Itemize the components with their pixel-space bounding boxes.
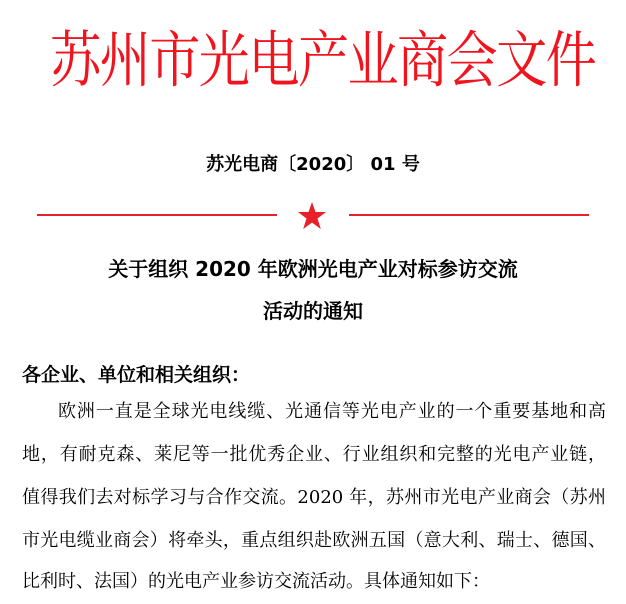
star-shape <box>298 202 326 229</box>
notice-title-line-2: 活动的通知 <box>263 299 363 323</box>
notice-title-line-1: 关于组织 2020 年欧洲光电产业对标参访交流 <box>108 257 518 281</box>
masthead-title: 苏州市光电产业商会文件 <box>50 25 596 96</box>
red-star-icon <box>296 200 328 232</box>
body-paragraph-line: 市光电缆业商会）将牵头，重点组织赴欧洲五国（意大利、瑞士、德国、 <box>22 530 606 551</box>
salutation: 各企业、单位和相关组织： <box>22 364 251 386</box>
red-divider-right <box>349 214 589 216</box>
document-number: 苏光电商〔2020〕 01 号 <box>206 154 420 175</box>
red-divider-left <box>37 214 277 216</box>
body-paragraph-line: 值得我们去对标学习与合作交流。2020 年，苏州市光电产业商会（苏州 <box>22 487 606 508</box>
body-paragraph-line: 欧洲一直是全球光电线缆、光通信等光电产业的一个重要基地和高 <box>58 401 606 422</box>
body-paragraph-line: 地，有耐克森、莱尼等一批优秀企业、行业组织和完整的光电产业链， <box>22 444 606 465</box>
body-paragraph-line: 比利时、法国）的光电产业参访交流活动。具体通知如下： <box>22 571 490 592</box>
